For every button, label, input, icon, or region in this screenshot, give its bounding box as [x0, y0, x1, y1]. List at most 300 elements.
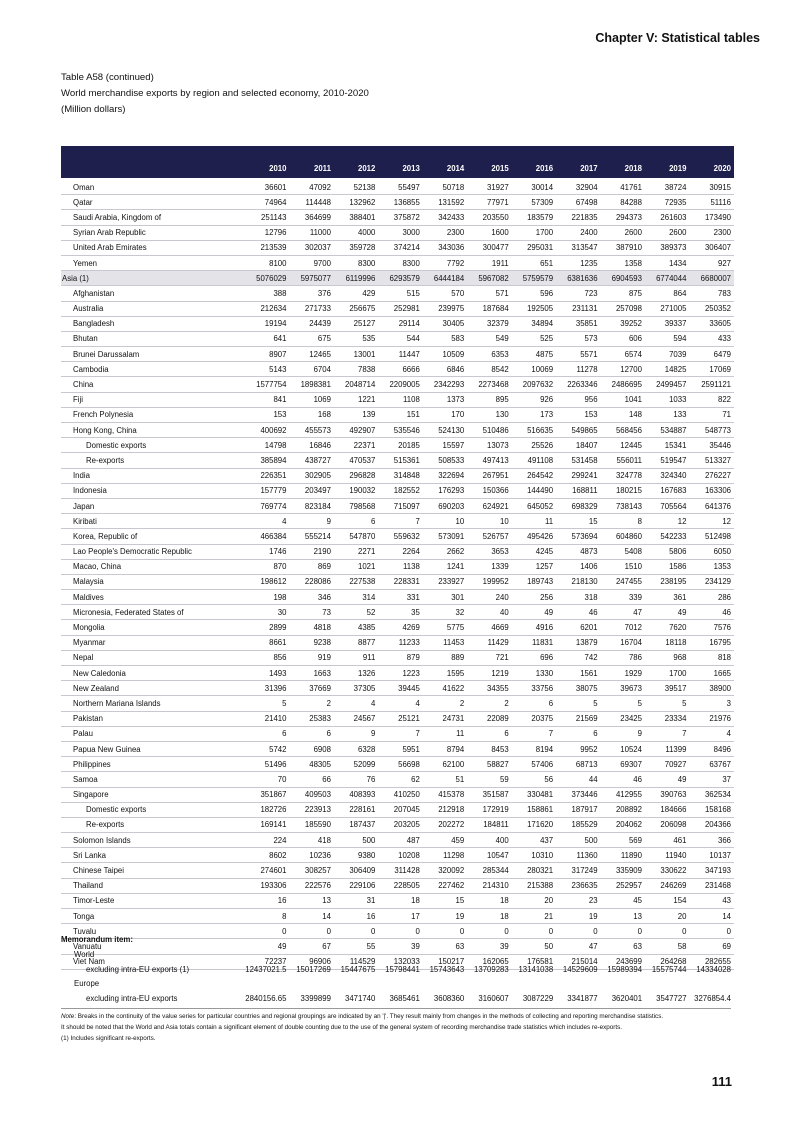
value-cell: 459 [423, 833, 467, 848]
table-row [61, 590, 734, 605]
economy-label: New Caledonia [61, 666, 245, 681]
value-cell: 261603 [645, 210, 689, 225]
economy-label: Myanmar [61, 635, 245, 650]
value-cell: 163306 [689, 483, 734, 498]
value-cell: 1929 [601, 666, 645, 681]
value-cell: 37669 [289, 681, 333, 696]
value-cell: 956 [556, 392, 600, 407]
value-cell: 0 [601, 924, 645, 939]
memo-value: 3620401 [611, 994, 643, 1004]
value-cell: 184666 [645, 802, 689, 817]
label-header-cell [61, 160, 245, 178]
value-cell: 12465 [289, 347, 333, 362]
memo-heading: Memorandum item: [61, 935, 133, 944]
value-cell: 573091 [423, 529, 467, 544]
memo-value: 3547727 [656, 994, 687, 1004]
value-cell: 13001 [334, 347, 378, 362]
value-cell: 50 [512, 939, 556, 954]
exports-table [61, 146, 734, 970]
value-cell: 44 [556, 772, 600, 787]
economy-label: Palau [61, 726, 245, 741]
value-cell: 1219 [467, 666, 511, 681]
value-cell: 52138 [334, 178, 378, 195]
value-cell: 491108 [512, 453, 556, 468]
value-cell: 19 [423, 909, 467, 924]
value-cell: 35851 [556, 316, 600, 331]
value-cell: 412955 [601, 787, 645, 802]
value-cell: 571 [467, 286, 511, 301]
value-cell: 1353 [689, 559, 734, 574]
value-cell: 32379 [467, 316, 511, 331]
value-cell: 300477 [467, 240, 511, 255]
value-cell: 114448 [289, 195, 333, 210]
value-cell: 189743 [512, 574, 556, 589]
value-cell: 4 [378, 696, 422, 711]
value-cell: 187917 [556, 802, 600, 817]
value-cell: 330481 [512, 787, 556, 802]
value-cell: 14798 [245, 438, 289, 453]
table-body [61, 178, 734, 969]
value-cell: 243699 [601, 954, 645, 969]
value-cell: 738143 [601, 498, 645, 513]
value-cell: 30 [245, 605, 289, 620]
economy-label: Philippines [61, 757, 245, 772]
value-cell: 347193 [689, 863, 734, 878]
value-cell: 869 [289, 559, 333, 574]
value-cell: 36601 [245, 178, 289, 195]
value-cell: 513327 [689, 453, 734, 468]
value-cell: 6444184 [423, 271, 467, 286]
value-cell: 927 [689, 255, 734, 270]
value-cell: 1339 [467, 559, 511, 574]
year-header-row [61, 160, 734, 178]
value-cell: 11360 [556, 848, 600, 863]
value-cell: 33756 [512, 681, 556, 696]
value-cell: 158168 [689, 802, 734, 817]
value-cell: 856 [245, 650, 289, 665]
value-cell: 40 [467, 605, 511, 620]
value-cell: 173 [512, 407, 556, 422]
economy-label: Chinese Taipei [61, 863, 245, 878]
value-cell: 8661 [245, 635, 289, 650]
table-row [61, 286, 734, 301]
value-cell: 7620 [645, 620, 689, 635]
economy-label: Indonesia [61, 483, 245, 498]
value-cell: 0 [467, 924, 511, 939]
value-cell: 31 [334, 893, 378, 908]
value-cell: 2048714 [334, 377, 378, 392]
value-cell: 466384 [245, 529, 289, 544]
economy-label: Domestic exports [61, 802, 245, 817]
value-cell: 182552 [378, 483, 422, 498]
value-cell: 38724 [645, 178, 689, 195]
economy-label: Maldives [61, 590, 245, 605]
value-cell: 5806 [645, 544, 689, 559]
value-cell: 215014 [556, 954, 600, 969]
value-cell: 144490 [512, 483, 556, 498]
table-row [61, 559, 734, 574]
value-cell: 6353 [467, 347, 511, 362]
value-cell: 0 [423, 924, 467, 939]
value-cell: 12445 [601, 438, 645, 453]
value-cell: 21569 [556, 711, 600, 726]
value-cell: 187684 [467, 301, 511, 316]
value-cell: 47 [601, 605, 645, 620]
value-cell: 705564 [645, 498, 689, 513]
table-unit: (Million dollars) [61, 104, 126, 115]
value-cell: 1510 [601, 559, 645, 574]
value-cell: 51496 [245, 757, 289, 772]
table-row [61, 423, 734, 438]
value-cell: 153 [556, 407, 600, 422]
value-cell: 8794 [423, 741, 467, 756]
value-cell: 818 [689, 650, 734, 665]
value-cell: 203497 [289, 483, 333, 498]
value-cell: 512498 [689, 529, 734, 544]
table-row [61, 255, 734, 270]
value-cell: 1493 [245, 666, 289, 681]
value-cell: 715097 [378, 498, 422, 513]
memo-value: 13141038 [518, 964, 554, 974]
table-row [61, 468, 734, 483]
value-cell: 172919 [467, 802, 511, 817]
economy-label: Papua New Guinea [61, 741, 245, 756]
value-cell: 49 [645, 772, 689, 787]
value-cell: 0 [334, 924, 378, 939]
economy-label: Timor-Leste [61, 893, 245, 908]
table-row [61, 544, 734, 559]
value-cell: 604860 [601, 529, 645, 544]
value-cell: 1406 [556, 559, 600, 574]
value-cell: 492907 [334, 423, 378, 438]
table-row [61, 817, 734, 832]
value-cell: 438727 [289, 453, 333, 468]
value-cell: 0 [289, 924, 333, 939]
value-cell: 5143 [245, 362, 289, 377]
value-cell: 525 [512, 331, 556, 346]
value-cell: 437 [512, 833, 556, 848]
value-cell: 218130 [556, 574, 600, 589]
economy-label: Nepal [61, 650, 245, 665]
value-cell: 18118 [645, 635, 689, 650]
value-cell: 13 [289, 893, 333, 908]
economy-label: Tuvalu [61, 924, 245, 939]
value-cell: 5742 [245, 741, 289, 756]
value-cell: 698329 [556, 498, 600, 513]
economy-label: Yemen [61, 255, 245, 270]
value-cell: 30014 [512, 178, 556, 195]
value-cell: 6 [334, 514, 378, 529]
value-cell: 0 [689, 924, 734, 939]
value-cell: 318 [556, 590, 600, 605]
year-header: 2012 [334, 160, 378, 178]
value-cell: 173490 [689, 210, 734, 225]
value-cell: 4875 [512, 347, 556, 362]
value-cell: 410250 [378, 787, 422, 802]
value-cell: 199952 [467, 574, 511, 589]
value-cell: 641376 [689, 498, 734, 513]
value-cell: 15 [423, 893, 467, 908]
value-cell: 67 [289, 939, 333, 954]
value-cell: 594 [645, 331, 689, 346]
table-row [61, 331, 734, 346]
value-cell: 13073 [467, 438, 511, 453]
value-cell: 390763 [645, 787, 689, 802]
table-row [61, 909, 734, 924]
value-cell: 185590 [289, 817, 333, 832]
value-cell: 45 [601, 893, 645, 908]
value-cell: 311428 [378, 863, 422, 878]
value-cell: 153 [245, 407, 289, 422]
economy-label: Pakistan [61, 711, 245, 726]
value-cell: 301 [423, 590, 467, 605]
economy-label: United Arab Emirates [61, 240, 245, 255]
value-cell: 2264 [378, 544, 422, 559]
year-header: 2020 [689, 160, 734, 178]
value-cell: 5775 [423, 620, 467, 635]
value-cell: 346 [289, 590, 333, 605]
table-row [61, 635, 734, 650]
value-cell: 524130 [423, 423, 467, 438]
economy-label: Tonga [61, 909, 245, 924]
value-cell: 8496 [689, 741, 734, 756]
value-cell: 1600 [467, 225, 511, 240]
value-cell: 0 [645, 924, 689, 939]
value-cell: 864 [645, 286, 689, 301]
value-cell: 4 [689, 726, 734, 741]
value-cell: 214310 [467, 878, 511, 893]
value-cell: 569 [601, 833, 645, 848]
table-row [61, 453, 734, 468]
economy-label: Japan [61, 498, 245, 513]
value-cell: 150366 [467, 483, 511, 498]
table-row [61, 377, 734, 392]
table-row [61, 240, 734, 255]
value-cell: 70 [245, 772, 289, 787]
value-cell: 240 [467, 590, 511, 605]
value-cell: 282655 [689, 954, 734, 969]
value-cell: 2097632 [512, 377, 556, 392]
value-cell: 547870 [334, 529, 378, 544]
value-cell: 228086 [289, 574, 333, 589]
value-cell: 184811 [467, 817, 511, 832]
value-cell: 21 [512, 909, 556, 924]
table-row [61, 347, 734, 362]
value-cell: 9 [289, 514, 333, 529]
value-cell: 29114 [378, 316, 422, 331]
value-cell: 374214 [378, 240, 422, 255]
economy-label: Samoa [61, 772, 245, 787]
table-row [61, 802, 734, 817]
value-cell: 77971 [467, 195, 511, 210]
memo-value: 14529609 [562, 964, 598, 974]
value-cell: 10 [467, 514, 511, 529]
table-id: Table A58 (continued) [61, 72, 154, 83]
table-row [61, 605, 734, 620]
value-cell: 221835 [556, 210, 600, 225]
value-cell: 32 [423, 605, 467, 620]
value-cell: 6 [512, 696, 556, 711]
value-cell: 320092 [423, 863, 467, 878]
value-cell: 256 [512, 590, 556, 605]
value-cell: 0 [245, 924, 289, 939]
note-prefix: Note [61, 1013, 75, 1020]
table-row [61, 787, 734, 802]
value-cell: 314 [334, 590, 378, 605]
value-cell: 14 [289, 909, 333, 924]
value-cell: 0 [378, 924, 422, 939]
value-cell: 19 [556, 909, 600, 924]
value-cell: 17 [378, 909, 422, 924]
economy-label: Kiribati [61, 514, 245, 529]
value-cell: 16795 [689, 635, 734, 650]
value-cell: 20 [512, 893, 556, 908]
value-cell: 8100 [245, 255, 289, 270]
value-cell: 69307 [601, 757, 645, 772]
value-cell: 8300 [378, 255, 422, 270]
value-cell: 351867 [245, 787, 289, 802]
year-header: 2017 [556, 160, 600, 178]
value-cell: 6774044 [645, 271, 689, 286]
value-cell: 48305 [289, 757, 333, 772]
economy-label: Micronesia, Federated States of [61, 605, 245, 620]
memo-europe-row [61, 992, 734, 1007]
value-cell: 6908 [289, 741, 333, 756]
value-cell: 515 [378, 286, 422, 301]
value-cell: 331 [378, 590, 422, 605]
value-cell: 10236 [289, 848, 333, 863]
value-cell: 497413 [467, 453, 511, 468]
value-cell: 606 [601, 331, 645, 346]
value-cell: 250352 [689, 301, 734, 316]
table-row [61, 514, 734, 529]
value-cell: 11399 [645, 741, 689, 756]
value-cell: 229106 [334, 878, 378, 893]
value-cell: 39517 [645, 681, 689, 696]
value-cell: 926 [512, 392, 556, 407]
value-cell: 675 [289, 331, 333, 346]
value-cell: 41622 [423, 681, 467, 696]
value-cell: 516635 [512, 423, 556, 438]
memo-value: 3471740 [345, 994, 376, 1004]
memo-world-excl-label: excluding intra-EU exports (1) [86, 964, 190, 974]
value-cell: 375872 [378, 210, 422, 225]
value-cell: 6479 [689, 347, 734, 362]
value-cell: 535546 [378, 423, 422, 438]
value-cell: 133 [645, 407, 689, 422]
value-cell: 43 [689, 893, 734, 908]
value-cell: 306407 [689, 240, 734, 255]
value-cell: 515361 [378, 453, 422, 468]
value-cell: 72237 [245, 954, 289, 969]
value-cell: 16 [245, 893, 289, 908]
table-row [61, 757, 734, 772]
value-cell: 823184 [289, 498, 333, 513]
value-cell: 387910 [601, 240, 645, 255]
economy-label: Bangladesh [61, 316, 245, 331]
table-row [61, 392, 734, 407]
year-header: 2013 [378, 160, 422, 178]
memo-world-row [61, 963, 734, 978]
table-row [61, 438, 734, 453]
value-cell: 624921 [467, 498, 511, 513]
value-cell: 208892 [601, 802, 645, 817]
value-cell: 57406 [512, 757, 556, 772]
value-cell: 651 [512, 255, 556, 270]
value-cell: 158861 [512, 802, 556, 817]
value-cell: 11447 [378, 347, 422, 362]
memo-value: 13709283 [474, 964, 509, 974]
value-cell: 49 [245, 939, 289, 954]
value-cell: 2662 [423, 544, 467, 559]
value-cell: 2 [467, 696, 511, 711]
value-cell: 11831 [512, 635, 556, 650]
table-row [61, 271, 734, 286]
value-cell: 2190 [289, 544, 333, 559]
note-text: : Breaks in the continuity of the value series for particular countries and regional groupings are indicated by an '|'. They result mainly from changes in the methods of collecting and reporting merchandise statistics. [74, 1013, 664, 1020]
value-cell: 4818 [289, 620, 333, 635]
memo-value: 3160607 [478, 994, 509, 1004]
value-cell: 0 [512, 924, 556, 939]
year-header: 2010 [245, 160, 289, 178]
value-cell: 49 [645, 605, 689, 620]
table-row [61, 178, 734, 195]
value-cell: 206098 [645, 817, 689, 832]
value-cell: 132962 [334, 195, 378, 210]
value-cell: 68713 [556, 757, 600, 772]
value-cell: 136855 [378, 195, 422, 210]
value-cell: 2600 [601, 225, 645, 240]
value-cell: 72935 [645, 195, 689, 210]
value-cell: 66 [289, 772, 333, 787]
value-cell: 51 [423, 772, 467, 787]
value-cell: 10524 [601, 741, 645, 756]
value-cell: 39337 [645, 316, 689, 331]
value-cell: 366 [689, 833, 734, 848]
value-cell: 1561 [556, 666, 600, 681]
value-cell: 198612 [245, 574, 289, 589]
value-cell: 37305 [334, 681, 378, 696]
value-cell: 296828 [334, 468, 378, 483]
table-row [61, 696, 734, 711]
value-cell: 55 [334, 939, 378, 954]
value-cell: 11278 [556, 362, 600, 377]
economy-label: Syrian Arab Republic [61, 225, 245, 240]
value-cell: 645052 [512, 498, 556, 513]
value-cell: 63 [601, 939, 645, 954]
value-cell: 157779 [245, 483, 289, 498]
value-cell: 234129 [689, 574, 734, 589]
value-cell: 5 [556, 696, 600, 711]
value-cell: 433 [689, 331, 734, 346]
value-cell: 6 [289, 726, 333, 741]
value-cell: 202272 [423, 817, 467, 832]
economy-label: Malaysia [61, 574, 245, 589]
value-cell: 16 [334, 909, 378, 924]
value-cell: 6846 [423, 362, 467, 377]
value-cell: 6666 [378, 362, 422, 377]
economy-label: Sri Lanka [61, 848, 245, 863]
value-cell: 39673 [601, 681, 645, 696]
value-cell: 919 [289, 650, 333, 665]
value-cell: 222576 [289, 878, 333, 893]
value-cell: 2600 [645, 225, 689, 240]
notes [61, 1008, 731, 1045]
value-cell: 568456 [601, 423, 645, 438]
value-cell: 50718 [423, 178, 467, 195]
value-cell: 203550 [467, 210, 511, 225]
value-cell: 4000 [334, 225, 378, 240]
